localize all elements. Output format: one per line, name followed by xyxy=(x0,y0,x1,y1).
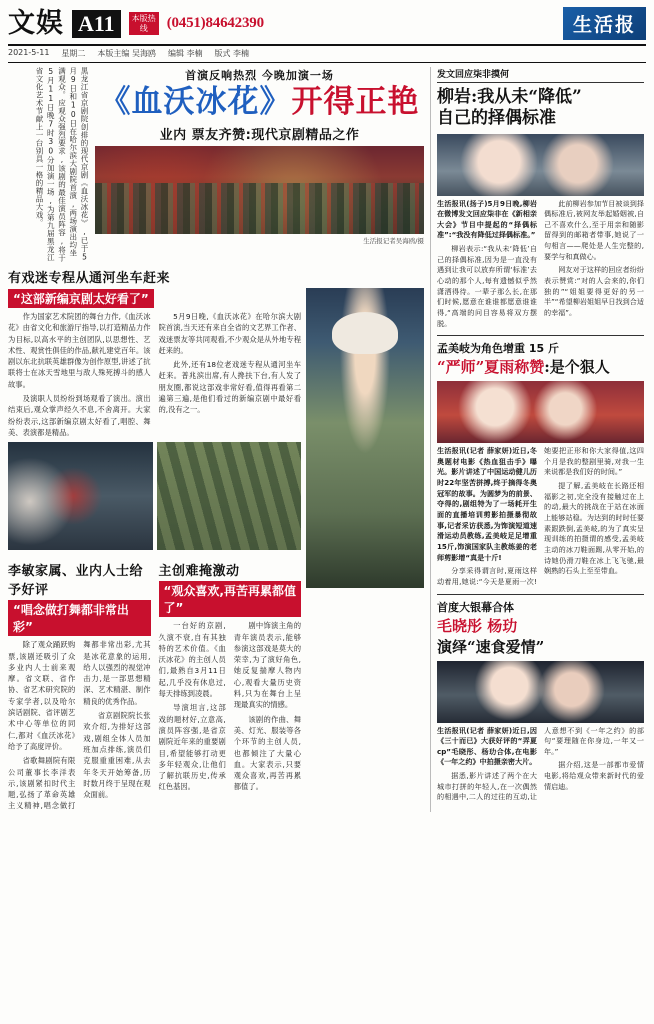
story2-headline-red: “严师”夏雨称赞 xyxy=(437,358,545,377)
story-maoxiaotong xyxy=(437,594,644,803)
soldiers-group-photo xyxy=(157,442,302,550)
story2-headline xyxy=(437,356,644,377)
photo-credit: 生活报记者吴海鸥/摄 xyxy=(363,236,424,245)
section1-title: 有戏迷专程从通河坐车赶来 xyxy=(8,271,171,286)
section1-body xyxy=(8,311,301,438)
page-editor: 编辑 李楠 xyxy=(167,49,203,58)
story3-body xyxy=(437,726,644,803)
opera-stage-photo xyxy=(95,146,424,234)
issue-weekday: 星期二 xyxy=(61,49,86,58)
photo-row xyxy=(8,442,301,550)
paragraph: 除了观众踊跃购票,该剧还吸引了众多业内人士前来观摩。省文联、省作协、省艺术研究院的专家学者,以及哈尔滨话剧院、省评剧艺术中心等单位的同仁,都对《血沃冰花》给予了高度评价。 xyxy=(8,640,76,751)
paragraph: 网友对于这样的回应者纷纷表示赞赏:“对的人会来的,你们独的”“姐姐要得更好的另一半”“希望柳岩姐姐早日找到合适的幸福”。 xyxy=(544,265,644,317)
issue-date: 2021-5-11 xyxy=(8,48,50,57)
section2-title: 李敏家属、业内人士给予好评 xyxy=(8,564,144,599)
ethnic-dance-photo xyxy=(8,442,153,550)
masthead xyxy=(8,6,646,46)
story-mengmeiqi xyxy=(437,335,644,587)
paragraph: 省京剧院院长张欢介绍,为排好这部戏,剧组全体人员加班加点排练,演员们克服重重困难,从去年冬天开始筹备,历时数月终于呈现在观众面前。 xyxy=(83,711,151,800)
headline-predicate: 开得正艳 xyxy=(291,84,420,120)
dateline: 生活报讯(记者 薛家妍)近日,冬奥题材电影《热血狙击手》曝光。影片讲述了中国运动健儿历时22年坚苦拼搏,终于摘得冬奥冠军的故事。为圆梦为的前景、夺得的,剧组特为了一场耗开生面的直播培训剪影拍摄暴彻故事,记者采访获悉,为饰演短道速滑运动员教练,孟美岐足足增重15斤,饰演国家队主教练姜的老师剪影增“真是十斤! xyxy=(437,446,537,562)
headline-title: 血沃冰花 xyxy=(131,84,260,120)
paragraph: 柳岩表示:“我从未‘降低’自己的择偶标准,因为是一直没有遇到让我可以放弃所谓‘标准’去心动的那个人,每有遗憾似乎然潇洒得待。一辈子那么长,在那们时候,愿意在谁谁都愿意谁谁得,“高端的问目容易将双方摆脱。 xyxy=(437,244,537,328)
section3-title: 主创难掩激动 xyxy=(158,564,240,580)
paragraph: 据介绍,这是一部都市爱情电影,将给观众带来新时代的爱情启迪。 xyxy=(544,760,644,791)
story3-names: 毛晓彤 杨玏 xyxy=(437,616,518,635)
dateline: 生活报讯(扬子)5月9日晚,柳岩在微博发文回应柒非在《新相亲大会》节目中提起的“择偶标准”:“我没有降低过择偶标准。” xyxy=(437,198,537,240)
section2-quote: “唱念做打舞都非常出彩” xyxy=(8,600,151,636)
section-title: 文娱 xyxy=(8,8,64,39)
main-headline xyxy=(95,85,424,121)
page-number-badge: A11 xyxy=(72,10,121,38)
story3-headline: 演绎“速食爱情” xyxy=(437,637,545,656)
masthead-right xyxy=(563,7,646,40)
paragraph: 及演职人员纷纷到场观看了演出。演出结束后,观众掌声经久不息,不舍离开。大家纷纷表示,这部新编京剧太好看了,唱腔、舞美、表演都是精品。 xyxy=(8,394,151,437)
paragraph: 据悉,影片讲述了两个在大城市打拼的年轻人,在一次偶然的相遇中,二人的过往的互动,让人意想不到《一年之约》的部句“要理随在你身边,一年又一年。” xyxy=(437,725,644,802)
paragraph: 剧中饰演主角的青年演员表示,能够参演这部戏是莫大的荣幸,为了演好角色,她反复揣摩人物内心,观看大量历史资料,只为在舞台上呈现最真实的情感。 xyxy=(233,621,301,710)
lead-vertical-text: 黑龙江省京剧院创排的现代京剧《血沃冰花》,已于5月9日和10日在哈尔滨大剧院首演,两场演出均坐满观众。应观众强烈要求,该剧的最佳演员阵容,将于5月11日晚7时30分加演一场,为第九届黑龙江省文化艺术节献上一台别具一格的精品大戏。 xyxy=(35,67,89,262)
maoxiaotong-yangle-photo xyxy=(437,661,644,723)
section2 xyxy=(8,555,151,811)
lower-sections xyxy=(8,555,301,811)
section3 xyxy=(159,555,302,811)
section3-body xyxy=(159,620,302,795)
paragraph: 一台好的京剧,久演不衰,自有其独特的艺术价值。《血沃冰花》的主创人员们,最熟自3月11日起,几乎没有休息过,每天排练到凌晨。 xyxy=(158,621,226,699)
headline-block xyxy=(95,67,424,262)
headline-suffix: 》 xyxy=(259,84,292,120)
left-column xyxy=(8,67,424,812)
paragraph: 该剧的作曲、舞美、灯光、服装等各个环节的主创人员,也都倾注了大量心血。大家表示,只要观众喜欢,再苦再累都值了。 xyxy=(233,714,301,792)
article-subhead: 业内 票友齐赞:现代京剧精品之作 xyxy=(159,127,360,143)
story3-eyebrow: 首度大银幕合体 xyxy=(437,600,514,614)
paragraph: 分享采得谓言时,夏雨这样动着用,她说:“今天是夏雨一次!她要把正形和你大家得值,这四个月是我的整剧里骑,对我一生来说都是我们好的时间。” xyxy=(437,446,644,586)
section2-body xyxy=(8,639,151,811)
story1-headline-line2: 自己的择偶标准 xyxy=(437,108,556,129)
page-editor-chief: 本版主编 吴海鸥 xyxy=(97,49,156,58)
paper-logo: 生活报 xyxy=(563,7,646,40)
paragraph: 此前柳岩参加节目被谈到择偶标准后,被网友举起婚姻被,自己不喜欢什么,至于用亲和随影留得到的邮箱者带事,她说了一句相言——爬处是人生完整的,要学与和真做心。 xyxy=(544,198,644,261)
paragraph: 省歌舞剧院有限公司董事长李洋表示,该剧紧扣时代主题,弘扬了革命英雄主义精神,唱念做打舞都非常出彩,尤其是冰花意象的运用,给人以强烈的视觉冲击力,是一部思想精深、艺术精湛、制作精良的优秀作品。 xyxy=(8,640,151,811)
article-kicker: 首演反响热烈 今晚加演一场 xyxy=(185,69,334,82)
section1-quote: “这部新编京剧太好看了” xyxy=(8,289,154,308)
story2-eyebrow: 孟美岐为角色增重 15 斤 xyxy=(437,342,559,356)
mengmeiqi-dramatic-photo xyxy=(437,381,644,443)
page-designer: 版式 李楠 xyxy=(214,49,250,58)
right-column xyxy=(430,67,644,812)
story2-body xyxy=(437,446,644,587)
story1-eyebrow: 发文回应柒非摸何 xyxy=(437,67,644,83)
paragraph: 导演坦言,这部戏的题材好,立意高,演员阵容强,是省京剧院近年来的重要剧目,希望能够打动更多年轻观众,让他们了解抗联历史,传承红色基因。 xyxy=(158,703,226,792)
masthead-subline xyxy=(8,46,646,63)
paragraph: 作为国家艺术院团的舞台力作,《血沃冰花》由省文化和旅游厅指导,以打造精品力作为目标,以高水平的主创团队,以思想性、艺术性、观赏性俱佳的作品,献礼建党百年。该剧以东北抗联英雄群像为创作原型,讲述了抗联将士在冰天雪地里与敌人殊死搏斗的感人故事。 xyxy=(8,312,151,389)
soldier-character-photo xyxy=(306,288,424,588)
story1-headline-line1: 柳岩:我从未“降低” xyxy=(437,87,582,107)
story2-headline-rest: :是个狠人 xyxy=(544,358,610,377)
story-liuyan xyxy=(437,67,644,329)
dateline: 生活报讯(记者 薛家妍)近日,因《三十而已》大获好评的“弄夏cp”毛晓彤、杨玏合体,在电影《一年之约》中拍摄亲密大片。 xyxy=(437,725,537,767)
section3-quote: “观众喜欢,再苦再累都值了” xyxy=(159,581,302,617)
story1-body xyxy=(437,199,644,330)
paragraph: 此外,还有18位老戏迷专程从通河坐车赶来。普兆滨出席,有人搀扶下台,有人发了朋友圈,都说这部戏非常好看,值得再看第二遍第三遍,是他们看过的新编京剧中最好看的,没有之一。 xyxy=(158,360,301,415)
lead-block xyxy=(8,67,424,262)
paragraph: 5月9日晚,《血沃冰花》在哈尔滨大剧院首演,当天还有来自全省的文艺界工作者、戏迷票友等共同观看,不少观众是从外地专程赶来的。 xyxy=(158,312,301,355)
paragraph: 提了解,孟美岐在长路还相福影之初,完全没有接触过在上的动,最大的挑战在于站在冰面上能够站稳。为达到的时时任要素跟跌倒,孟美岐,的为了真实呈现训练的拍摄谓的感受,孟美岐主动的冰刀鞋面踢,从零开始,的诗她仍滑刀鞋在冰上飞飞驰,最娴熟的石头上至至带血。 xyxy=(544,481,644,576)
headline-prefix: 《 xyxy=(99,84,132,120)
liuyan-interview-photo xyxy=(437,134,644,196)
page-content xyxy=(8,67,646,812)
hotline-badge: 本版热线 xyxy=(129,12,159,34)
hotline-number: (0451)84642390 xyxy=(166,15,264,31)
